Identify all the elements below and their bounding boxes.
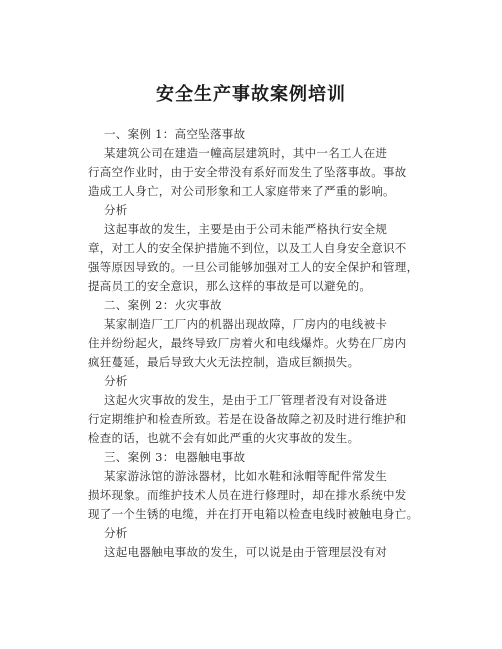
paragraph-line: 这起电器触电事故的发生，可以说是由于管理层没有对 (104, 545, 388, 559)
analysis-label: 分析 (104, 203, 128, 217)
paragraph-line: 章，对工人的安全保护措施不到位，以及工人自身安全意识不 (88, 241, 407, 255)
paragraph-line: 某建筑公司在建造一幢高层建筑时，其中一名工人在进 (104, 146, 388, 160)
paragraph-line: 损坏现象。而维护技术人员在进行修理时，却在排水系统中发 (88, 488, 407, 502)
paragraph-line: 现了一个生锈的电缆，并在打开电箱以检查电线时被触电身亡。 (88, 507, 419, 521)
paragraph-line: 疯狂蔓延，最后导致大火无法控制，造成巨额损失。 (88, 355, 360, 369)
analysis-label: 分析 (104, 526, 128, 540)
paragraph-line: 行定期维护和检查所致。若是在设备故障之初及时进行维护和 (88, 412, 407, 426)
paragraph-line: 这起事故的发生，主要是由于公司未能严格执行安全规 (104, 222, 388, 236)
paragraph-line: 某家游泳馆的游泳器材，比如水鞋和泳帽等配件常发生 (104, 469, 388, 483)
section-heading-case-3: 三、案例 3：电器触电事故 (104, 450, 246, 464)
paragraph-line: 造成工人身亡，对公司形象和工人家庭带来了严重的影响。 (88, 184, 395, 198)
document-title: 安全生产事故案例培训 (156, 84, 346, 105)
section-heading-case-1: 一、案例 1：高空坠落事故 (104, 127, 246, 141)
section-heading-case-2: 二、案例 2：火灾事故 (104, 298, 222, 312)
paragraph-line: 这起火灾事故的发生，是由于工厂管理者没有对设备进 (104, 393, 388, 407)
analysis-label: 分析 (104, 374, 128, 388)
paragraph-line: 强等原因导致的。一旦公司能够加强对工人的安全保护和管理， (88, 260, 419, 274)
paragraph-line: 某家制造厂工厂内的机器出现故障，厂房内的电线被卡 (104, 317, 388, 331)
paragraph-line: 提高员工的安全意识，那么这样的事故是可以避免的。 (88, 279, 372, 293)
paragraph-line: 住并纷纷起火，最终导致厂房着火和电线爆炸。火势在厂房内 (88, 336, 407, 350)
paragraph-line: 行高空作业时，由于安全带没有系好而发生了坠落事故。事故 (88, 165, 407, 179)
paragraph-line: 检查的话，也就不会有如此严重的火灾事故的发生。 (88, 431, 360, 445)
